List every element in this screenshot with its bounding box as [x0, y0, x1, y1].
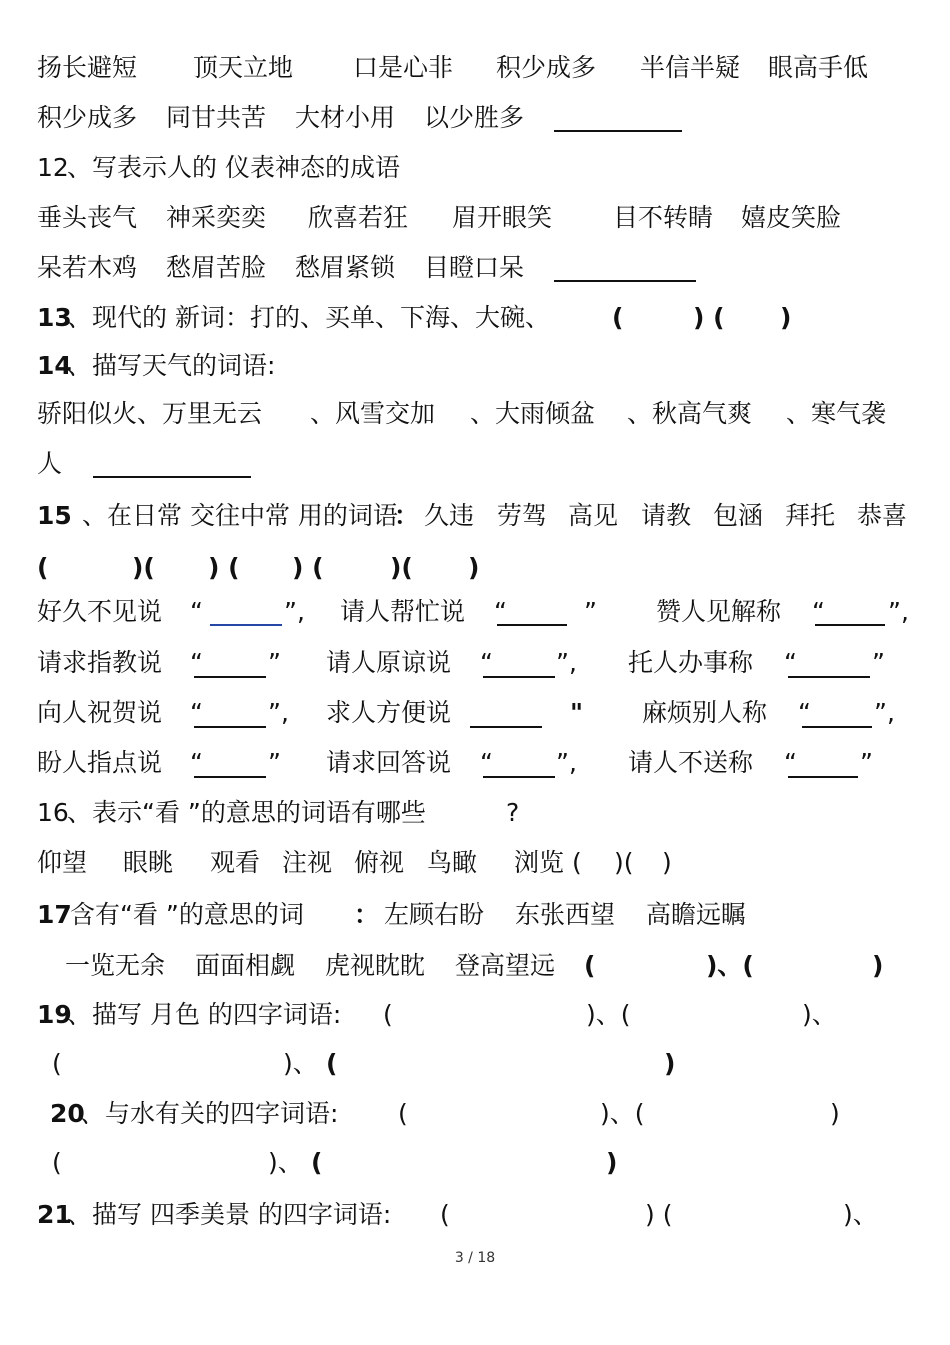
- paren-open[interactable]: (: [398, 1099, 408, 1128]
- quote-close: ”: [584, 597, 597, 626]
- word: 劳驾: [497, 501, 548, 530]
- quote-close: ”,: [556, 648, 577, 677]
- word: 愁眉紧锁: [295, 253, 396, 282]
- question-number: 21: [37, 1200, 72, 1229]
- paren: ): [662, 848, 672, 877]
- answer-blank[interactable]: [210, 624, 282, 626]
- word: 人: [37, 449, 63, 478]
- paren-open[interactable]: (: [584, 951, 596, 980]
- word: 垂头丧气: [37, 203, 138, 232]
- question-number: 17: [37, 900, 72, 929]
- paren-close: ): [780, 303, 792, 332]
- word: 以少胜多: [424, 103, 525, 132]
- word: 眼高手低: [768, 53, 869, 82]
- word: 鸟瞰: [427, 848, 478, 877]
- answer-blank[interactable]: [483, 676, 555, 678]
- paren[interactable]: ) (: [208, 553, 240, 582]
- word: 欣喜若狂: [308, 203, 409, 232]
- quote-close: ”: [860, 748, 873, 777]
- word: 仰望: [37, 848, 88, 877]
- word: 、秋高气爽: [627, 399, 753, 428]
- word: 、风雪交加: [310, 399, 436, 428]
- paren-sep[interactable]: )、: [283, 1049, 318, 1078]
- word: 注视: [282, 848, 333, 877]
- word: 浏览 (: [514, 848, 582, 877]
- quote-open: “: [190, 597, 203, 626]
- word: 积少成多: [496, 53, 597, 82]
- paren[interactable]: )(: [132, 553, 155, 582]
- answer-blank[interactable]: [194, 776, 266, 778]
- word: 一览无余: [65, 951, 166, 980]
- word: 请教: [641, 501, 692, 530]
- paren-open[interactable]: (: [52, 1148, 62, 1177]
- word: 包涵: [713, 501, 764, 530]
- word: 积少成多: [37, 103, 138, 132]
- question-mark: ?: [506, 798, 520, 827]
- question-text: 、描写天气的词语:: [67, 351, 276, 380]
- question-text: 、写表示人的 仪表神态的成语: [67, 153, 400, 182]
- quote-open: “: [812, 597, 825, 626]
- paren-sep[interactable]: )、(: [586, 1000, 631, 1029]
- word: 嬉皮笑脸: [741, 203, 842, 232]
- answer-blank[interactable]: [802, 726, 872, 728]
- word: 左顾右盼: [384, 900, 485, 929]
- question-text: 、在日常 交往中常 用的词语: [82, 501, 398, 530]
- prompt: 请人原谅说: [326, 648, 452, 677]
- paren-close: ): [830, 1099, 840, 1128]
- answer-blank[interactable]: [93, 476, 251, 478]
- question-number: 14: [37, 351, 72, 380]
- word: 半信半疑: [640, 53, 741, 82]
- paren[interactable]: )(: [614, 848, 634, 877]
- word: 观看: [210, 848, 261, 877]
- answer-blank[interactable]: [788, 676, 870, 678]
- prompt: 好久不见说: [37, 597, 163, 626]
- prompt: 麻烦别人称: [642, 698, 768, 727]
- prompt: 请人不送称: [628, 748, 754, 777]
- word: 大材小用: [295, 103, 396, 132]
- paren-open[interactable]: (: [440, 1200, 450, 1229]
- prompt: 求人方便说: [326, 698, 452, 727]
- quote-open: “: [784, 648, 797, 677]
- question-number: 12: [37, 153, 69, 182]
- colon: ：: [354, 900, 380, 929]
- answer-blank[interactable]: [470, 726, 542, 728]
- word: 目瞪口呆: [424, 253, 525, 282]
- paren-open[interactable]: (: [326, 1049, 338, 1078]
- word: 眼眺: [123, 848, 174, 877]
- quote-close: ”,: [888, 597, 909, 626]
- answer-blank[interactable]: [554, 280, 696, 282]
- quote-close: ”,: [284, 597, 305, 626]
- word: 恭喜: [857, 501, 908, 530]
- paren-close: ): [606, 1148, 618, 1177]
- answer-blank[interactable]: [497, 624, 567, 626]
- answer-blank[interactable]: [554, 130, 682, 132]
- quote-close: ”: [872, 648, 885, 677]
- prompt: 请求回答说: [326, 748, 452, 777]
- answer-blank[interactable]: [194, 676, 266, 678]
- quote-close: ”: [268, 748, 281, 777]
- paren-open[interactable]: (: [311, 1148, 323, 1177]
- word: 俯视: [354, 848, 405, 877]
- word: 神采奕奕: [166, 203, 267, 232]
- prompt: 请求指教说: [37, 648, 163, 677]
- word: 高瞻远瞩: [646, 900, 747, 929]
- quote-open: “: [190, 648, 203, 677]
- paren-sep[interactable]: )、(: [600, 1099, 645, 1128]
- question-text: 、表示“看 ”的意思的词语有哪些: [67, 798, 426, 827]
- answer-blank[interactable]: [788, 776, 858, 778]
- word: 眉开眼笑: [452, 203, 553, 232]
- word: 登高望远: [455, 951, 556, 980]
- word: 口是心非: [353, 53, 454, 82]
- word: 虎视眈眈: [325, 951, 426, 980]
- question-text: 、与水有关的四字词语:: [80, 1099, 339, 1128]
- question-number: 15: [37, 501, 72, 530]
- paren-sep[interactable]: ) (: [645, 1200, 673, 1229]
- quote-open: “: [798, 698, 811, 727]
- word: 骄阳似火、万里无云: [37, 399, 263, 428]
- paren[interactable]: )(: [390, 553, 413, 582]
- answer-blank[interactable]: [194, 726, 266, 728]
- paren-close: )、: [802, 1000, 837, 1029]
- question-number: 16: [37, 798, 69, 827]
- prompt: 盼人指点说: [37, 748, 163, 777]
- word: 久违: [424, 501, 475, 530]
- quote-open: “: [190, 698, 203, 727]
- colon: ：: [394, 501, 420, 530]
- quote-close: ”: [268, 648, 281, 677]
- paren-open[interactable]: (: [52, 1049, 62, 1078]
- quote-open: “: [480, 748, 493, 777]
- paren-open[interactable]: (: [612, 303, 624, 332]
- word: 呆若木鸡: [37, 253, 138, 282]
- quote-open: “: [494, 597, 507, 626]
- word: 扬长避短: [37, 53, 138, 82]
- paren-close: ): [872, 951, 884, 980]
- quote-open: “: [190, 748, 203, 777]
- word: 、大雨倾盆: [470, 399, 596, 428]
- quote-close: ”,: [874, 698, 895, 727]
- paren-close: ): [664, 1049, 676, 1078]
- paren-sep[interactable]: )、(: [706, 951, 754, 980]
- quote-open: “: [480, 648, 493, 677]
- paren-open[interactable]: (: [383, 1000, 393, 1029]
- word: 同甘共苦: [166, 103, 267, 132]
- answer-blank[interactable]: [483, 776, 555, 778]
- word: 目不转睛: [613, 203, 714, 232]
- prompt: 托人办事称: [628, 648, 754, 677]
- question-number: 19: [37, 1000, 72, 1029]
- paren: ): [468, 553, 480, 582]
- word: 拜托: [785, 501, 836, 530]
- quote-mark: ": [570, 698, 584, 727]
- paren[interactable]: (: [37, 553, 49, 582]
- paren-sep[interactable]: )、: [268, 1148, 303, 1177]
- paren-close: )、: [843, 1200, 878, 1229]
- word: 面面相觑: [195, 951, 296, 980]
- word: 高见: [568, 501, 619, 530]
- question-number: 13: [37, 303, 72, 332]
- word: 东张西望: [515, 900, 616, 929]
- question-text: 含有“看 ”的意思的词: [70, 900, 304, 929]
- prompt: 请人帮忙说: [340, 597, 466, 626]
- word: 、寒气袭: [786, 399, 887, 428]
- page-number: 3 / 18: [454, 1250, 496, 1266]
- question-text: 、描写 月色 的四字词语:: [67, 1000, 342, 1029]
- answer-blank[interactable]: [815, 624, 885, 626]
- question-text: 、描写 四季美景 的四字词语:: [67, 1200, 392, 1229]
- word: 愁眉苦脸: [166, 253, 267, 282]
- question-text: 、现代的 新词：打的、买单、下海、大碗、: [67, 303, 550, 332]
- paren[interactable]: ) (: [292, 553, 324, 582]
- quote-close: ”,: [556, 748, 577, 777]
- question-number: 20: [50, 1099, 85, 1128]
- prompt: 向人祝贺说: [37, 698, 163, 727]
- word: 顶天立地: [193, 53, 294, 82]
- paren-close-open[interactable]: ) (: [693, 303, 725, 332]
- prompt: 赞人见解称: [656, 597, 782, 626]
- quote-open: “: [784, 748, 797, 777]
- quote-close: ”,: [268, 698, 289, 727]
